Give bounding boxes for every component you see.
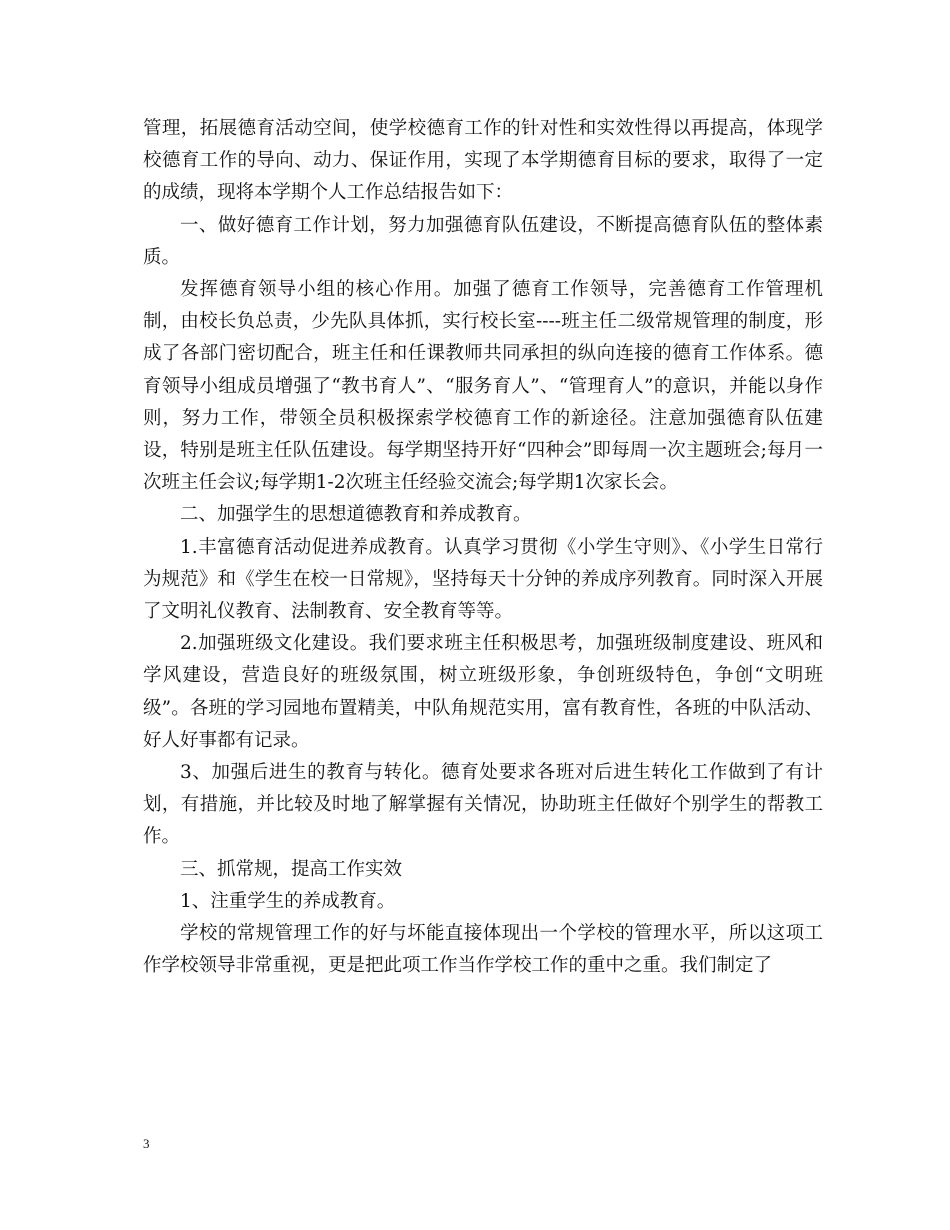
paragraph-1: 管理，拓展德育活动空间，使学校德育工作的针对性和实效性得以再提高，体现学校德育工作的导向、动力、保证作用，实现了本学期德育目标的要求，取得了一定的成绩，现将本学期个人工作总结报告如下： [143, 118, 823, 204]
paragraph-6: 2.加强班级文化建设。我们要求班主任积极思考，加强班级制度建设、班风和学风建设，营造良好的班级氛围，树立班级形象，争创班级特色，争创“文明班级”。各班的学习园地布置精美，中队角规范实用，富有教育性，各班的中队活动、好人好事都有记录。 [143, 633, 823, 751]
paragraph-7: 3、加强后进生的教育与转化。德育处要求各班对后进生转化工作做到了有计划，有措施，并比较及时地了解掌握有关情况，协助班主任做好个别学生的帮教工作。 [143, 762, 823, 848]
paragraph-8: 三、抓常规，提高工作实效 [180, 858, 403, 880]
page-number: 3 [143, 1136, 150, 1151]
paragraph-3: 发挥德育领导小组的核心作用。加强了德育工作领导，完善德育工作管理机制，由校长负总责，少先队具体抓，实行校长室----班主任二级常规管理的制度，形成了各部门密切配合，班主任和任课教师共同承担的纵向连接的德育工作体系。德育领导小组成员增强了“教书育人”、“服务育人”、“管理育人”的意识，并能以身作则，努力工作，带领全员积极探索学校德育工作的新途径。注意加强德育队伍建设，特别是班主任队伍建设。每学期坚持开好“四种会”即每周一次主题班会;每月一次班主任会议;每学期1-2次班主任经验交流会;每学期1次家长会。 [143, 279, 823, 494]
paragraph-10: 学校的常规管理工作的好与坏能直接体现出一个学校的管理水平，所以这项工作学校领导非常重视，更是把此项工作当作学校工作的重中之重。我们制定了 [143, 923, 823, 977]
paragraph-2: 一、做好德育工作计划，努力加强德育队伍建设，不断提高德育队伍的整体素质。 [143, 214, 823, 268]
paragraph-4: 二、加强学生的思想道德教育和养成教育。 [180, 504, 532, 526]
paragraph-9: 1、注重学生的养成教育。 [180, 890, 396, 912]
paragraph-5: 1.丰富德育活动促进养成教育。认真学习贯彻《小学生守则》、《小学生日常行为规范》和《学生在校一日常规》，坚持每天十分钟的养成序列教育。同时深入开展了文明礼仪教育、法制教育、安全教育等等。 [143, 536, 823, 623]
document-body [143, 113, 823, 982]
